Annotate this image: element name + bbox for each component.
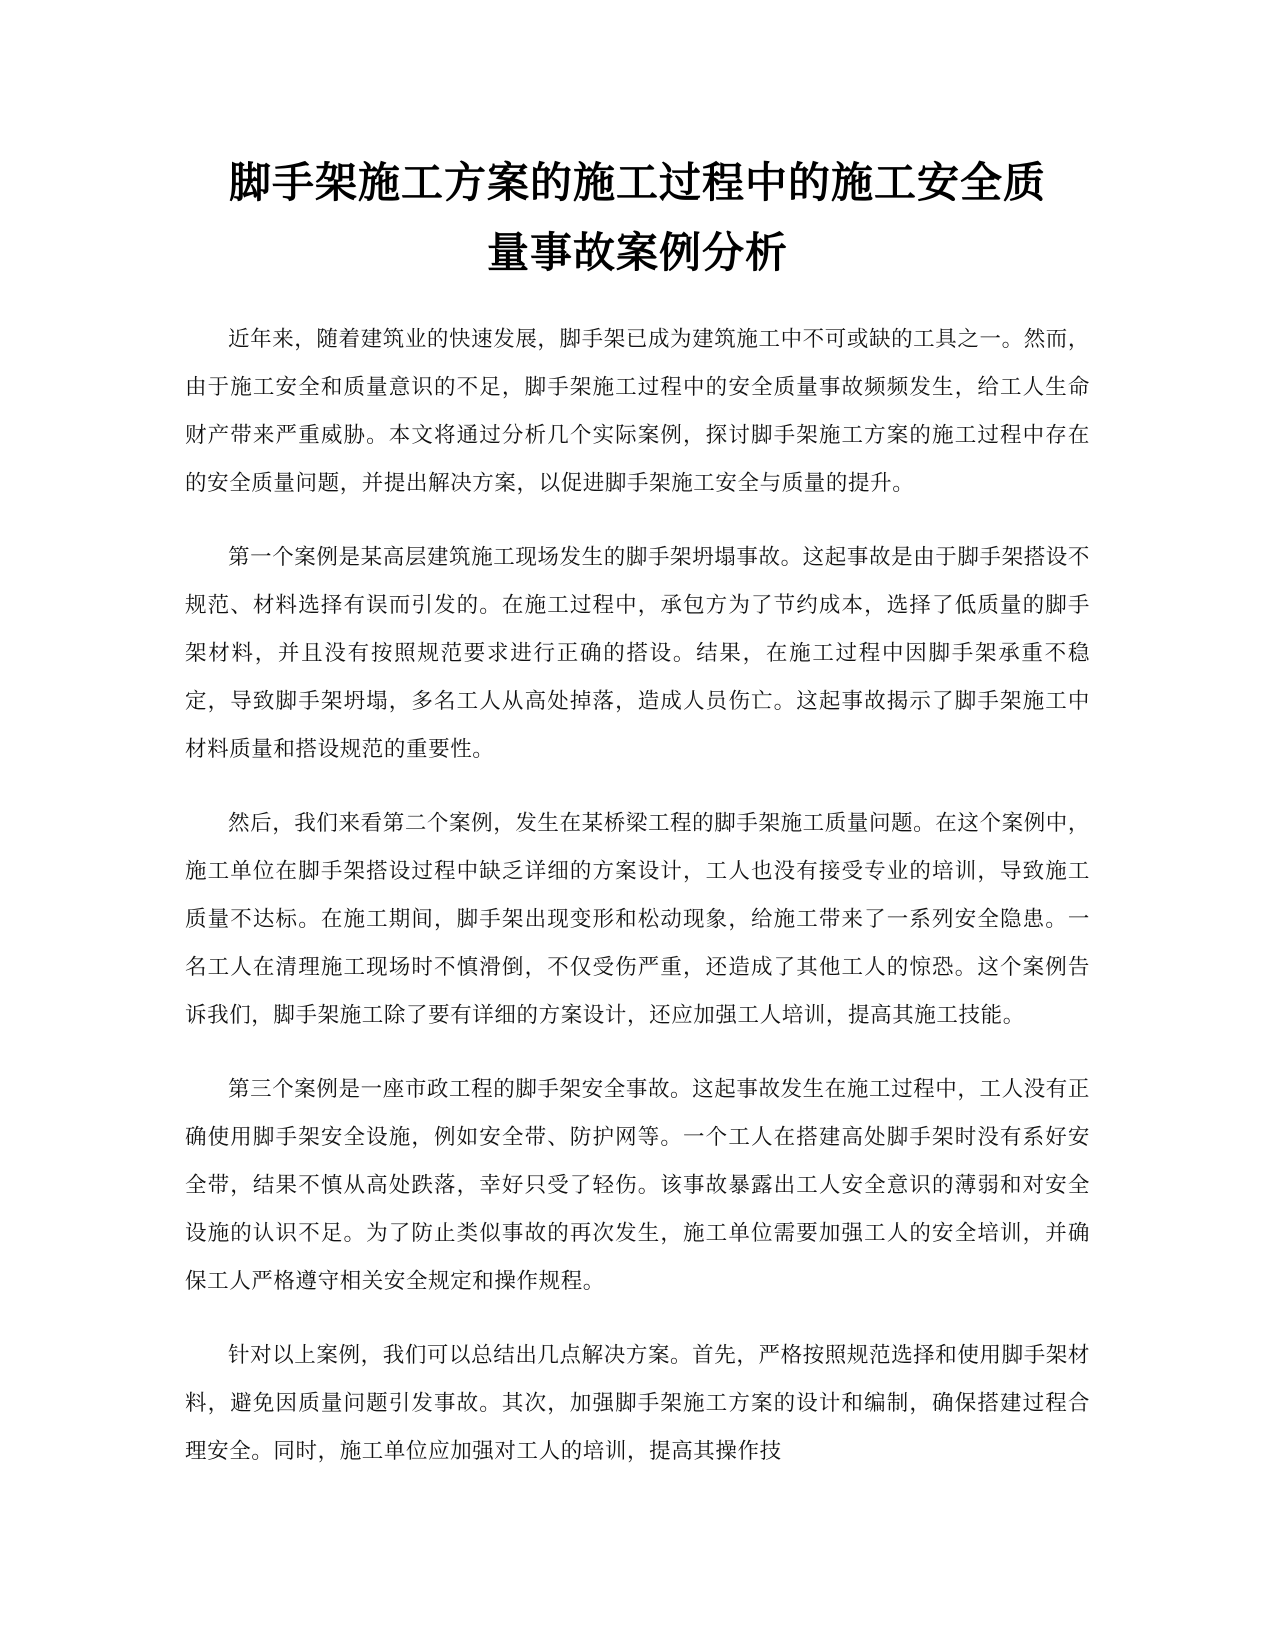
title-line-2: 量事故案例分析 — [486, 228, 788, 277]
document-body — [185, 316, 1090, 1502]
paragraph-intro: 近年来，随着建筑业的快速发展，脚手架已成为建筑施工中不可或缺的工具之一。然而，由于施工安全和质量意识的不足，脚手架施工过程中的安全质量事故频频发生，给工人生命财产带来严重威胁。本文将通过分析几个实际案例，探讨脚手架施工方案的施工过程中存在的安全质量问题，并提出解决方案，以促进脚手架施工安全与质量的提升。 — [185, 327, 1090, 496]
title-line-1: 脚手架施工方案的施工过程中的施工安全质 — [228, 158, 1046, 207]
paragraph-solutions: 针对以上案例，我们可以总结出几点解决方案。首先，严格按照规范选择和使用脚手架材料，避免因质量问题引发事故。其次，加强脚手架施工方案的设计和编制，确保搭建过程合理安全。同时，施工单位应加强对工人的培训，提高其操作技 — [185, 1343, 1090, 1464]
paragraph-case-2: 然后，我们来看第二个案例，发生在某桥梁工程的脚手架施工质量问题。在这个案例中，施工单位在脚手架搭设过程中缺乏详细的方案设计，工人也没有接受专业的培训，导致施工质量不达标。在施工期间，脚手架出现变形和松动现象，给施工带来了一系列安全隐患。一名工人在清理施工现场时不慎滑倒，不仅受伤严重，还造成了其他工人的惊恐。这个案例告诉我们，脚手架施工除了要有详细的方案设计，还应加强工人培训，提高其施工技能。 — [185, 811, 1090, 1028]
document-title — [185, 148, 1090, 288]
paragraph-case-1: 第一个案例是某高层建筑施工现场发生的脚手架坍塌事故。这起事故是由于脚手架搭设不规范、材料选择有误而引发的。在施工过程中，承包方为了节约成本，选择了低质量的脚手架材料，并且没有按照规范要求进行正确的搭设。结果，在施工过程中因脚手架承重不稳定，导致脚手架坍塌，多名工人从高处掉落，造成人员伤亡。这起事故揭示了脚手架施工中材料质量和搭设规范的重要性。 — [185, 545, 1090, 762]
paragraph-case-3: 第三个案例是一座市政工程的脚手架安全事故。这起事故发生在施工过程中，工人没有正确使用脚手架安全设施，例如安全带、防护网等。一个工人在搭建高处脚手架时没有系好安全带，结果不慎从高处跌落，幸好只受了轻伤。该事故暴露出工人安全意识的薄弱和对安全设施的认识不足。为了防止类似事故的再次发生，施工单位需要加强工人的安全培训，并确保工人严格遵守相关安全规定和操作规程。 — [185, 1077, 1090, 1294]
